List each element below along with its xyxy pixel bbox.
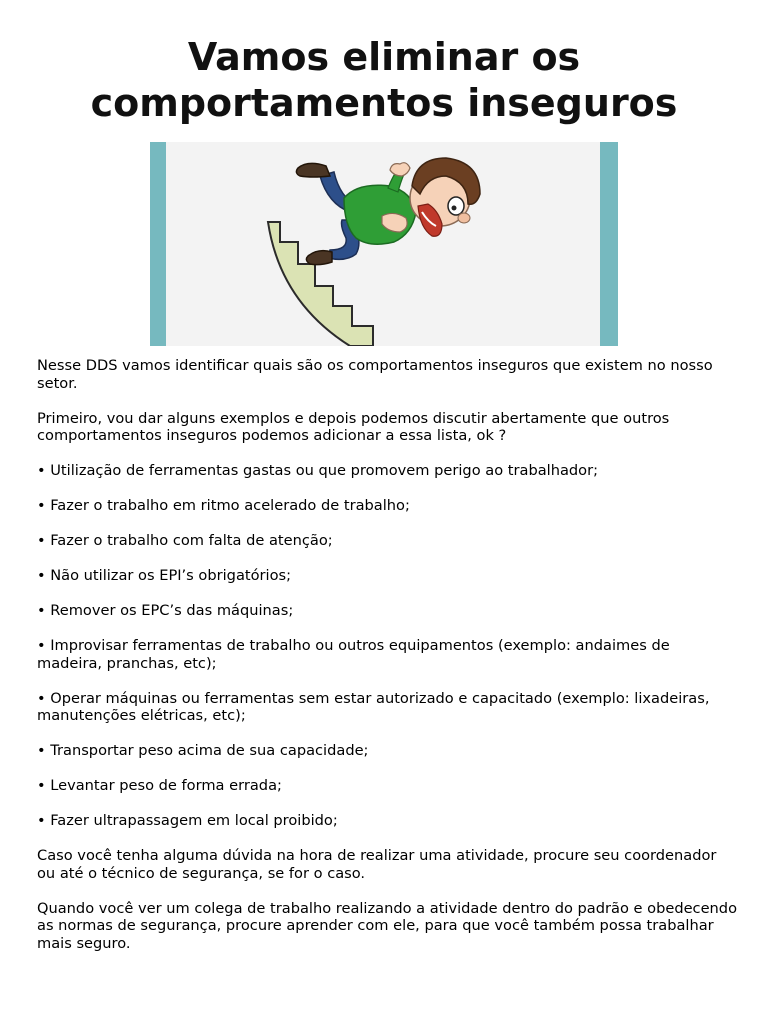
closing-paragraph-1: Caso você tenha alguma dúvida na hora de realizar uma atividade, procure seu coordenador ou até o técnico de segurança, se for o caso.	[37, 847, 717, 882]
bullet-item: • Operar máquinas ou ferramentas sem estar autorizado e capacitado (exemplo: lixadeiras, manutenções elétricas, etc);	[37, 689, 710, 724]
bullet-item: • Fazer o trabalho com falta de atenção;	[37, 532, 333, 549]
man-nose	[458, 213, 470, 223]
bullet-item: • Remover os EPC’s das máquinas;	[37, 602, 294, 619]
man-shirt	[344, 185, 416, 244]
intro-paragraph: Nesse DDS vamos identificar quais são os comportamentos inseguros que existem no nosso setor.	[37, 357, 713, 392]
bullet-item: • Improvisar ferramentas de trabalho ou outros equipamentos (exemplo: andaimes de madeira, pranchas, etc);	[37, 637, 670, 672]
bullet-item: • Utilização de ferramentas gastas ou que promovem perigo ao trabalhador;	[37, 462, 599, 479]
illustration-frame-right	[600, 142, 618, 346]
falling-man-illustration	[150, 142, 618, 346]
bullet-item: • Fazer ultrapassagem em local proibido;	[37, 812, 338, 829]
document-body	[37, 357, 737, 970]
title-line-1: Vamos eliminar os	[187, 35, 581, 79]
illustration-frame-left	[150, 142, 166, 346]
lead-paragraph: Primeiro, vou dar alguns exemplos e depois podemos discutir abertamente que outros comportamentos inseguros podemos adicionar a essa lista, ok ?	[37, 409, 670, 444]
man-eye	[448, 197, 464, 215]
bullet-item: • Fazer o trabalho em ritmo acelerado de trabalho;	[37, 497, 410, 514]
closing-paragraph-2: Quando você ver um colega de trabalho realizando a atividade dentro do padrão e obedecendo as normas de segurança, procure aprender com ele, para que você também possa trabalhar mais seguro.	[37, 899, 738, 952]
man-shoe-upper	[296, 163, 330, 177]
page-title	[0, 34, 768, 126]
bullet-item: • Levantar peso de forma errada;	[37, 777, 282, 794]
bullet-item: • Não utilizar os EPI’s obrigatórios;	[37, 567, 292, 584]
title-line-2: comportamentos inseguros	[90, 81, 678, 125]
bullet-item: • Transportar peso acima de sua capacidade;	[37, 742, 369, 759]
